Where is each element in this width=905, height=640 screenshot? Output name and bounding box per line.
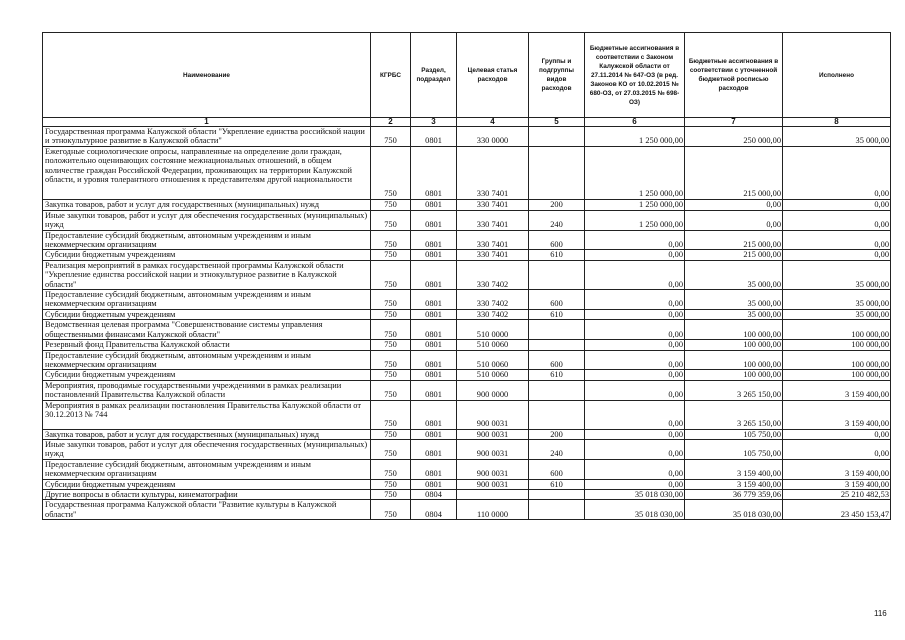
row-executed: 0,00 [783, 199, 891, 210]
header-kgrbs: КГРБС [371, 33, 411, 118]
row-target: 900 0000 [457, 380, 529, 400]
row-name: Резервный фонд Правительства Калужской области [43, 340, 371, 350]
row-section: 0801 [411, 210, 457, 230]
row-name: Государственная программа Калужской области "Развитие культуры в Калужской области" [43, 500, 371, 520]
row-executed: 35 000,00 [783, 127, 891, 147]
row-group: 240 [529, 439, 585, 459]
row-kgrbs: 750 [371, 309, 411, 319]
row-section: 0801 [411, 260, 457, 289]
table-body [43, 127, 891, 520]
table-row [43, 350, 891, 370]
row-section: 0801 [411, 479, 457, 489]
row-law: 0,00 [585, 340, 685, 350]
row-section: 0801 [411, 290, 457, 310]
row-group [529, 260, 585, 289]
row-kgrbs: 750 [371, 350, 411, 370]
row-executed: 35 000,00 [783, 260, 891, 289]
table-row [43, 320, 891, 340]
row-name: Субсидии бюджетным учреждениям [43, 309, 371, 319]
header-row [43, 33, 891, 118]
row-target: 510 0060 [457, 340, 529, 350]
row-target: 330 7401 [457, 210, 529, 230]
row-law: 0,00 [585, 400, 685, 429]
row-refined: 3 159 400,00 [685, 459, 783, 479]
row-group [529, 340, 585, 350]
row-refined: 105 750,00 [685, 439, 783, 459]
row-kgrbs: 750 [371, 250, 411, 260]
row-law: 0,00 [585, 320, 685, 340]
row-law: 0,00 [585, 260, 685, 289]
row-name: Ежегодные социологические опросы, направленные на определение доли граждан, положительно оценивающих состояние межнациональных отношений, в общем количестве граждан Российской Федерации, проживающих на территории Калужской области, и уровня толерантного отношения к представителям другой национальности [43, 146, 371, 199]
row-refined: 215 000,00 [685, 230, 783, 250]
row-law: 0,00 [585, 479, 685, 489]
table-row [43, 439, 891, 459]
header-target: Целевая статья расходов [457, 33, 529, 118]
row-name: Реализация мероприятий в рамках государственной программы Калужской области "Укрепление единства российской нации и этнокультурное развитие в Калужской области" [43, 260, 371, 289]
row-law: 0,00 [585, 230, 685, 250]
row-group: 600 [529, 290, 585, 310]
row-group: 610 [529, 250, 585, 260]
colnum: 1 [43, 118, 371, 127]
header-law: Бюджетные ассигнования в соответствии с Законом Калужской области от 27.11.2014 № 647-ОЗ (в ред. Законов КО от 10.02.2015 № 680-ОЗ, от 27.03.2015 № 698-ОЗ) [585, 33, 685, 118]
row-kgrbs: 750 [371, 380, 411, 400]
row-executed: 3 159 400,00 [783, 400, 891, 429]
row-law: 1 250 000,00 [585, 210, 685, 230]
row-name: Закупка товаров, работ и услуг для государственных (муниципальных) нужд [43, 199, 371, 210]
row-group: 200 [529, 429, 585, 439]
row-target: 330 7401 [457, 199, 529, 210]
row-section: 0801 [411, 400, 457, 429]
row-name: Предоставление субсидий бюджетным, автономным учреждениям и иным некоммерческим организациям [43, 230, 371, 250]
row-kgrbs: 750 [371, 146, 411, 199]
row-executed: 100 000,00 [783, 340, 891, 350]
row-group: 610 [529, 370, 585, 380]
colnum: 8 [783, 118, 891, 127]
table-row [43, 250, 891, 260]
row-executed: 100 000,00 [783, 370, 891, 380]
row-law: 35 018 030,00 [585, 489, 685, 499]
row-kgrbs: 750 [371, 230, 411, 250]
table-row [43, 127, 891, 147]
table-row [43, 290, 891, 310]
row-law: 0,00 [585, 429, 685, 439]
row-section: 0801 [411, 146, 457, 199]
row-section: 0801 [411, 429, 457, 439]
row-refined: 35 000,00 [685, 260, 783, 289]
row-law: 1 250 000,00 [585, 146, 685, 199]
row-target: 330 7402 [457, 290, 529, 310]
row-law: 0,00 [585, 459, 685, 479]
row-section: 0801 [411, 380, 457, 400]
row-refined: 215 000,00 [685, 250, 783, 260]
row-name: Государственная программа Калужской области "Укрепление единства российской нации и этнокультурное развитие в Калужской области" [43, 127, 371, 147]
row-section: 0801 [411, 199, 457, 210]
table-row [43, 210, 891, 230]
table-row [43, 199, 891, 210]
row-executed: 3 159 400,00 [783, 380, 891, 400]
row-refined: 3 265 150,00 [685, 400, 783, 429]
header-executed: Исполнено [783, 33, 891, 118]
row-kgrbs: 750 [371, 459, 411, 479]
row-refined: 3 265 150,00 [685, 380, 783, 400]
row-kgrbs: 750 [371, 290, 411, 310]
row-refined: 250 000,00 [685, 127, 783, 147]
row-target: 900 0031 [457, 429, 529, 439]
row-executed: 35 000,00 [783, 309, 891, 319]
row-kgrbs: 750 [371, 260, 411, 289]
row-refined: 36 779 359,06 [685, 489, 783, 499]
row-executed: 0,00 [783, 429, 891, 439]
row-name: Предоставление субсидий бюджетным, автономным учреждениям и иным некоммерческим организациям [43, 459, 371, 479]
row-group: 600 [529, 459, 585, 479]
row-name: Предоставление субсидий бюджетным, автономным учреждениям и иным некоммерческим организациям [43, 290, 371, 310]
row-executed: 0,00 [783, 230, 891, 250]
row-section: 0801 [411, 370, 457, 380]
row-refined: 105 750,00 [685, 429, 783, 439]
row-refined: 100 000,00 [685, 320, 783, 340]
row-law: 0,00 [585, 439, 685, 459]
row-group: 610 [529, 479, 585, 489]
row-kgrbs: 750 [371, 400, 411, 429]
row-group [529, 400, 585, 429]
table-row [43, 500, 891, 520]
row-kgrbs: 750 [371, 489, 411, 499]
row-target: 510 0060 [457, 350, 529, 370]
row-law: 35 018 030,00 [585, 500, 685, 520]
row-name: Субсидии бюджетным учреждениям [43, 479, 371, 489]
row-executed: 100 000,00 [783, 350, 891, 370]
header-refined: Бюджетные ассигнования в соответствии с уточненной бюджетной росписью расходов [685, 33, 783, 118]
row-law: 1 250 000,00 [585, 199, 685, 210]
table-row [43, 370, 891, 380]
row-target: 330 7402 [457, 309, 529, 319]
row-name: Предоставление субсидий бюджетным, автономным учреждениям и иным некоммерческим организациям [43, 350, 371, 370]
row-kgrbs: 750 [371, 500, 411, 520]
row-section: 0801 [411, 250, 457, 260]
row-kgrbs: 750 [371, 127, 411, 147]
row-law: 0,00 [585, 350, 685, 370]
row-executed: 0,00 [783, 439, 891, 459]
row-section: 0801 [411, 230, 457, 250]
table-row [43, 260, 891, 289]
colnum: 4 [457, 118, 529, 127]
row-target: 110 0000 [457, 500, 529, 520]
row-executed: 25 210 482,53 [783, 489, 891, 499]
row-executed: 23 450 153,47 [783, 500, 891, 520]
row-group [529, 500, 585, 520]
row-target: 510 0060 [457, 370, 529, 380]
table-row [43, 479, 891, 489]
row-name: Иные закупки товаров, работ и услуг для обеспечения государственных (муниципальных) нужд [43, 210, 371, 230]
row-target: 900 0031 [457, 479, 529, 489]
row-kgrbs: 750 [371, 439, 411, 459]
table-row [43, 309, 891, 319]
table-row [43, 146, 891, 199]
row-group [529, 489, 585, 499]
row-name: Субсидии бюджетным учреждениям [43, 250, 371, 260]
row-name: Закупка товаров, работ и услуг для государственных (муниципальных) нужд [43, 429, 371, 439]
row-section: 0801 [411, 439, 457, 459]
row-law: 0,00 [585, 250, 685, 260]
row-refined: 100 000,00 [685, 350, 783, 370]
row-section: 0804 [411, 500, 457, 520]
table-row [43, 380, 891, 400]
budget-table [42, 32, 891, 520]
row-section: 0801 [411, 459, 457, 479]
colnum: 6 [585, 118, 685, 127]
row-executed: 35 000,00 [783, 290, 891, 310]
row-group [529, 127, 585, 147]
row-law: 0,00 [585, 380, 685, 400]
row-refined: 35 000,00 [685, 309, 783, 319]
colnum: 7 [685, 118, 783, 127]
row-target: 330 7401 [457, 230, 529, 250]
colnum: 2 [371, 118, 411, 127]
row-section: 0801 [411, 350, 457, 370]
page-number: 116 [874, 609, 887, 618]
row-name: Субсидии бюджетным учреждениям [43, 370, 371, 380]
row-kgrbs: 750 [371, 479, 411, 489]
row-executed: 0,00 [783, 250, 891, 260]
row-executed: 0,00 [783, 146, 891, 199]
row-kgrbs: 750 [371, 210, 411, 230]
row-section: 0801 [411, 320, 457, 340]
row-group [529, 380, 585, 400]
row-executed: 0,00 [783, 210, 891, 230]
row-target: 900 0031 [457, 439, 529, 459]
row-target: 330 7402 [457, 260, 529, 289]
row-executed: 3 159 400,00 [783, 459, 891, 479]
row-group: 600 [529, 230, 585, 250]
row-group: 600 [529, 350, 585, 370]
row-group: 610 [529, 309, 585, 319]
row-section: 0801 [411, 309, 457, 319]
table-row [43, 400, 891, 429]
row-section: 0804 [411, 489, 457, 499]
row-target: 510 0000 [457, 320, 529, 340]
colnum: 5 [529, 118, 585, 127]
header-groups: Группы и подгруппы видов расходов [529, 33, 585, 118]
row-law: 0,00 [585, 370, 685, 380]
row-kgrbs: 750 [371, 370, 411, 380]
row-refined: 35 018 030,00 [685, 500, 783, 520]
row-refined: 100 000,00 [685, 340, 783, 350]
row-section: 0801 [411, 340, 457, 350]
row-name: Ведомственная целевая программа "Совершенствование системы управления общественными финансами Калужской области" [43, 320, 371, 340]
row-group: 240 [529, 210, 585, 230]
row-kgrbs: 750 [371, 340, 411, 350]
table-row [43, 459, 891, 479]
row-group [529, 146, 585, 199]
row-kgrbs: 750 [371, 429, 411, 439]
row-target: 330 7401 [457, 146, 529, 199]
row-refined: 0,00 [685, 199, 783, 210]
row-kgrbs: 750 [371, 320, 411, 340]
row-refined: 215 000,00 [685, 146, 783, 199]
colnum: 3 [411, 118, 457, 127]
row-name: Иные закупки товаров, работ и услуг для обеспечения государственных (муниципальных) нужд [43, 439, 371, 459]
row-law: 1 250 000,00 [585, 127, 685, 147]
table-row [43, 340, 891, 350]
row-refined: 100 000,00 [685, 370, 783, 380]
row-target: 330 7401 [457, 250, 529, 260]
table-row [43, 230, 891, 250]
header-name: Наименование [43, 33, 371, 118]
table-row [43, 489, 891, 499]
row-executed: 3 159 400,00 [783, 479, 891, 489]
row-name: Другие вопросы в области культуры, кинематографии [43, 489, 371, 499]
row-group: 200 [529, 199, 585, 210]
row-group [529, 320, 585, 340]
row-refined: 0,00 [685, 210, 783, 230]
row-name: Мероприятия в рамках реализации постановления Правительства Калужской области от 30.12.2013 № 744 [43, 400, 371, 429]
row-kgrbs: 750 [371, 199, 411, 210]
column-number-row [43, 118, 891, 127]
row-law: 0,00 [585, 290, 685, 310]
row-target [457, 489, 529, 499]
row-name: Мероприятия, проводимые государственными учреждениями в рамках реализации постановлений Правительства Калужской области [43, 380, 371, 400]
row-target: 330 0000 [457, 127, 529, 147]
row-executed: 100 000,00 [783, 320, 891, 340]
row-refined: 35 000,00 [685, 290, 783, 310]
row-target: 900 0031 [457, 400, 529, 429]
table-row [43, 429, 891, 439]
header-section: Раздел, подраздел [411, 33, 457, 118]
row-section: 0801 [411, 127, 457, 147]
row-law: 0,00 [585, 309, 685, 319]
row-target: 900 0031 [457, 459, 529, 479]
row-refined: 3 159 400,00 [685, 479, 783, 489]
